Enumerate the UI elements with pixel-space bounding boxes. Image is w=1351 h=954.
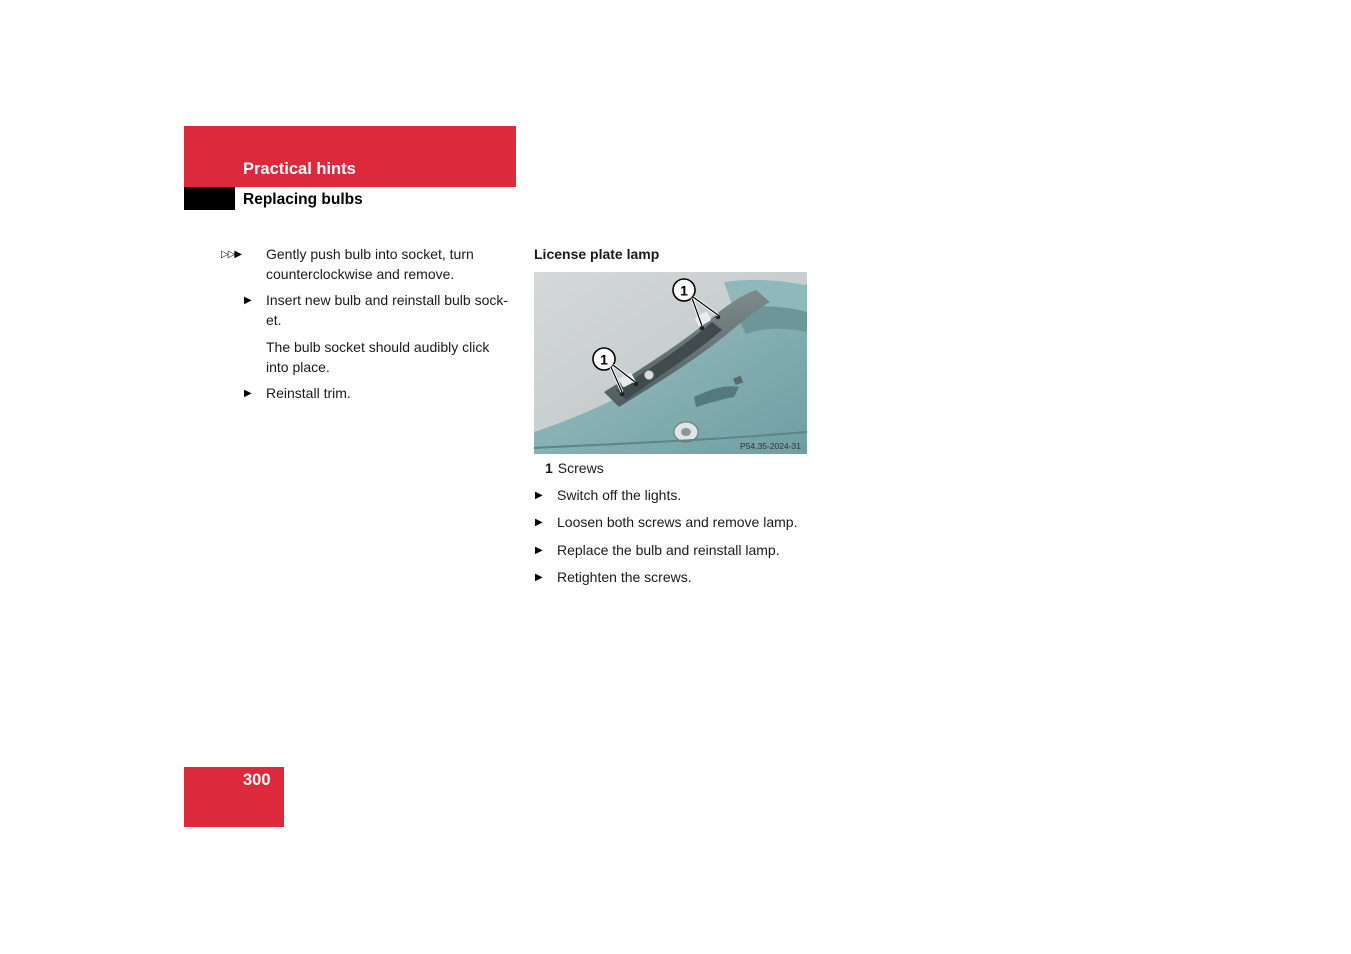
- step-text-line: counterclockwise and remove.: [266, 265, 455, 282]
- step-text-line: et.: [266, 311, 282, 328]
- step-text-line: Gently push bulb into socket, turn: [266, 246, 474, 262]
- trunk-lid-illustration: [534, 272, 807, 454]
- note-text-line: The bulb socket should audibly click: [266, 339, 490, 355]
- step-retighten-screws: Retighten the screws.: [557, 569, 692, 585]
- page-number: 300: [243, 771, 271, 789]
- license-plate-lamp-figure: [534, 272, 807, 454]
- step-gently-push-bulb: [266, 245, 521, 284]
- continuation-marker: ▷▷▶: [221, 249, 242, 260]
- subsection-title: Replacing bulbs: [243, 191, 363, 208]
- note-text-line: into place.: [266, 358, 330, 375]
- step-replace-bulb: Replace the bulb and reinstall lamp.: [557, 542, 780, 558]
- step-loosen-screws: Loosen both screws and remove lamp.: [557, 514, 798, 530]
- step-reinstall-trim: [266, 384, 521, 404]
- step-text-line: Reinstall trim.: [266, 385, 351, 401]
- caption-number: 1: [545, 460, 553, 476]
- bullet-arrow-icon: ▶: [535, 517, 543, 528]
- section-title: Practical hints: [243, 160, 356, 178]
- bullet-arrow-icon: ▶: [535, 490, 543, 501]
- figure-caption: [545, 459, 604, 479]
- caption-label: Screws: [557, 460, 604, 476]
- bullet-arrow-icon: ▶: [535, 572, 543, 583]
- step-switch-off-lights: Switch off the lights.: [557, 487, 682, 503]
- note-socket-click: [266, 338, 521, 377]
- bullet-arrow-icon: ▶: [244, 388, 252, 399]
- figure-callout-label: 1: [680, 282, 688, 299]
- step-insert-new-bulb: [266, 291, 521, 330]
- subsection-tab-marker: [184, 187, 235, 210]
- bullet-arrow-icon: ▶: [244, 295, 252, 306]
- bullet-arrow-icon: ▶: [535, 545, 543, 556]
- step-text-line: Insert new bulb and reinstall bulb sock-: [266, 292, 509, 308]
- license-plate-lamp-heading: License plate lamp: [534, 246, 660, 262]
- figure-code: P54.35-2024-31: [740, 441, 801, 451]
- figure-callout-label: 1: [600, 351, 608, 368]
